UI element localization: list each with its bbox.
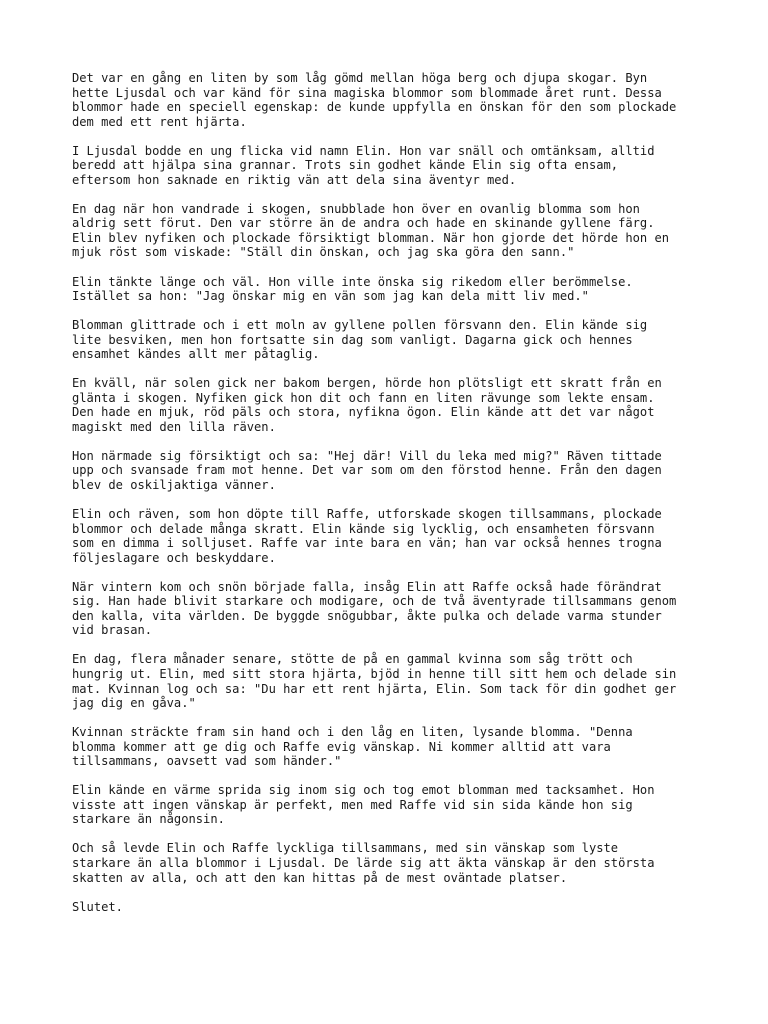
text-line: Istället sa hon: "Jag önskar mig en vän som jag kan dela mitt liv med."	[72, 289, 589, 304]
text-line: Elin tänkte länge och väl. Hon ville inte önska sig rikedom eller berömmelse.	[72, 274, 633, 289]
text-line: sig. Han hade blivit starkare och modigare, och de två äventyrade tillsammans genom	[72, 594, 677, 609]
text-line: Och så levde Elin och Raffe lyckliga tillsammans, med sin vänskap som lyste	[72, 841, 619, 856]
document-page	[72, 71, 712, 929]
text-line: magiskt med den lilla räven.	[72, 419, 276, 434]
text-line: den kalla, vita världen. De byggde snögubbar, åkte pulka och delade varma stunder	[72, 608, 662, 623]
paragraph	[72, 449, 712, 493]
text-line: hungrig ut. Elin, med sitt stora hjärta, bjöd in henne till sitt hem och delade sin	[72, 667, 677, 681]
paragraph	[72, 275, 712, 304]
text-line: I Ljusdal bodde en ung flicka vid namn Elin. Hon var snäll och omtänksam, alltid	[72, 143, 655, 158]
text-line: ensamhet kändes allt mer påtaglig.	[72, 347, 320, 362]
text-line: Elin och räven, som hon döpte till Raffe, utforskade skogen tillsammans, plockade	[72, 507, 662, 522]
text-line: mat. Kvinnan log och sa: "Du har ett rent hjärta, Elin. Som tack för din godhet ger	[72, 681, 677, 696]
paragraph	[72, 900, 712, 915]
text-line: eftersom hon saknade en riktig vän att dela sina äventyr med.	[72, 172, 517, 187]
text-line: upp och svansade fram mot henne. Det var som om den förstod henne. Från den dagen	[72, 463, 662, 478]
text-line: hette Ljusdal och var känd för sina magiska blommor som blommade året runt. Dessa	[72, 85, 662, 100]
paragraph	[72, 652, 712, 710]
text-line: beredd att hjälpa sina grannar. Trots sin godhet kände Elin sig ofta ensam,	[72, 158, 619, 173]
text-line: Den hade en mjuk, röd päls och stora, nyfikna ögon. Elin kände att det var något	[72, 405, 655, 420]
text-line: mjuk röst som viskade: "Ställ din önskan, och jag ska göra den sann."	[72, 245, 575, 260]
text-line: dem med ett rent hjärta.	[72, 114, 247, 129]
text-line: starkare än någonsin.	[72, 812, 225, 827]
text-line: En kväll, när solen gick ner bakom bergen, hörde hon plötsligt ett skratt från en	[72, 376, 662, 391]
text-line: Elin kände en värme sprida sig inom sig och tog emot blomman med tacksamhet. Hon	[72, 783, 655, 798]
paragraph	[72, 376, 712, 434]
text-line: som en dimma i solljuset. Raffe var inte bara en vän; han var också hennes trogna	[72, 536, 662, 551]
text-line: En dag, flera månader senare, stötte de på en gammal kvinna som såg trött och	[72, 652, 633, 667]
text-line: glänta i skogen. Nyfiken gick hon dit och fann en liten rävunge som lekte ensam.	[72, 390, 655, 405]
paragraph	[72, 71, 712, 129]
paragraph	[72, 202, 712, 260]
text-line: blommor och delade många skratt. Elin kände sig lycklig, och ensamheten försvann	[72, 521, 655, 536]
text-line: vid brasan.	[72, 623, 153, 638]
text-line: starkare än alla blommor i Ljusdal. De lärde sig att äkta vänskap är den största	[72, 855, 655, 870]
text-line: blommor hade en speciell egenskap: de kunde uppfylla en önskan för den som plockade	[72, 100, 677, 115]
text-line: En dag när hon vandrade i skogen, snubblade hon över en ovanlig blomma som hon	[72, 201, 640, 216]
text-line: följeslagare och beskyddare.	[72, 550, 276, 565]
text-line: blev de oskiljaktiga vänner.	[72, 478, 276, 493]
paragraph	[72, 144, 712, 188]
paragraph	[72, 318, 712, 362]
text-line: Hon närmade sig försiktigt och sa: "Hej där! Vill du leka med mig?" Räven tittade	[72, 448, 662, 463]
text-line: Det var en gång en liten by som låg gömd mellan höga berg och djupa skogar. Byn	[72, 71, 648, 85]
text-line: lite besviken, men hon fortsatte sin dag som vanligt. Dagarna gick och hennes	[72, 332, 633, 347]
paragraph	[72, 580, 712, 638]
paragraph	[72, 725, 712, 769]
text-line: Slutet.	[72, 899, 123, 914]
text-line: Blomman glittrade och i ett moln av gyllene pollen försvann den. Elin kände sig	[72, 318, 648, 333]
text-line: skatten av alla, och att den kan hittas på de mest oväntade platser.	[72, 870, 568, 885]
text-line: Elin blev nyfiken och plockade försiktigt blomman. När hon gjorde det hörde hon en	[72, 230, 670, 245]
text-line: Kvinnan sträckte fram sin hand och i den låg en liten, lysande blomma. "Denna	[72, 725, 633, 740]
text-line: När vintern kom och snön började falla, insåg Elin att Raffe också hade förändrat	[72, 579, 662, 594]
paragraph	[72, 507, 712, 565]
paragraph	[72, 841, 712, 885]
text-line: aldrig sett förut. Den var större än de andra och hade en skinande gyllene färg.	[72, 216, 655, 231]
text-line: tillsammans, oavsett vad som händer."	[72, 754, 342, 769]
text-line: jag dig en gåva."	[72, 696, 196, 711]
text-line: blomma kommer att ge dig och Raffe evig vänskap. Ni kommer alltid att vara	[72, 739, 611, 754]
text-line: visste att ingen vänskap är perfekt, men med Raffe vid sin sida kände hon sig	[72, 797, 633, 812]
paragraph	[72, 783, 712, 827]
